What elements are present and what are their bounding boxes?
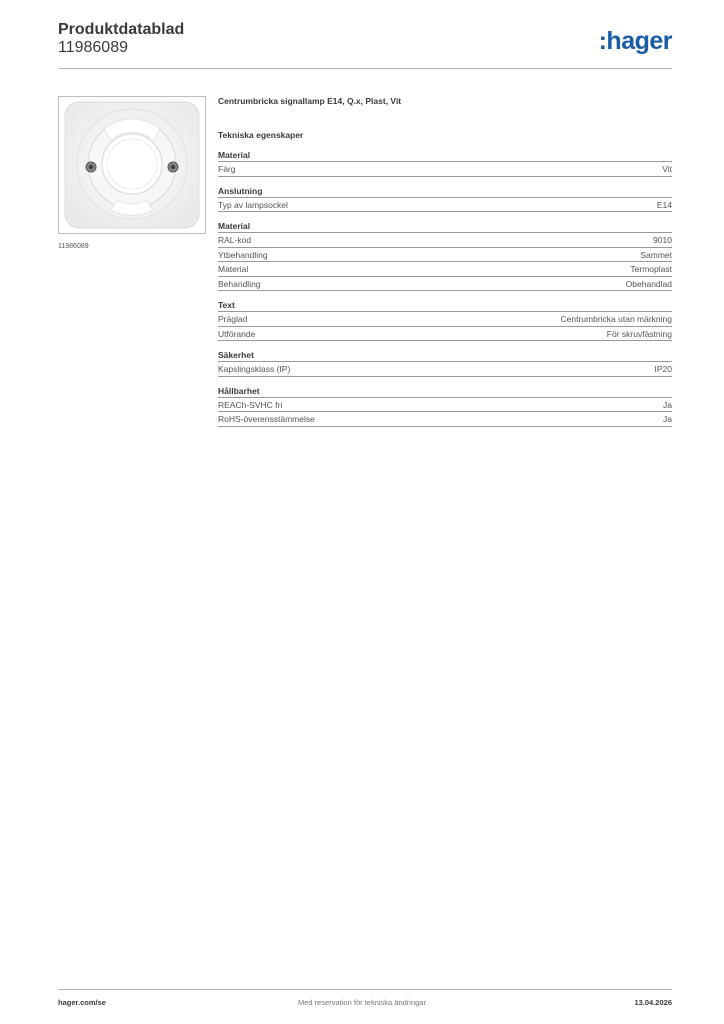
spec-value: Obehandlad	[625, 278, 672, 289]
spec-value: Vit	[662, 164, 672, 174]
spec-groups	[218, 149, 672, 427]
spec-label: Behandling	[218, 278, 261, 289]
spec-group	[218, 149, 672, 177]
product-photo	[59, 97, 205, 233]
spec-label: Utförande	[218, 328, 256, 339]
spec-value: IP20	[654, 364, 672, 374]
product-number: 11986089	[58, 39, 128, 56]
spec-group-title: Material	[218, 220, 672, 233]
spec-value: Sammet	[640, 249, 672, 260]
spec-label: Material	[218, 264, 249, 274]
spec-row	[218, 312, 672, 327]
spec-label: Präglad	[218, 314, 248, 324]
spec-group	[218, 185, 672, 213]
spec-row	[218, 412, 672, 427]
spec-group	[218, 299, 672, 341]
spec-row	[218, 198, 672, 213]
spec-group-title: Anslutning	[218, 185, 672, 198]
spec-row	[218, 248, 672, 263]
spec-group	[218, 385, 672, 427]
spec-group	[218, 220, 672, 291]
spec-row	[218, 162, 672, 177]
spec-group-title: Material	[218, 149, 672, 162]
spec-row	[218, 398, 672, 413]
spec-value: 9010	[653, 235, 672, 245]
specs-heading: Tekniska egenskaper	[218, 130, 304, 140]
spec-label: Kapslingsklass (IP)	[218, 364, 291, 374]
document-title: Produktdatablad	[58, 21, 185, 38]
footer-website-link[interactable]: hager.com/se	[58, 998, 106, 1007]
footer-date: 13.04.2026	[634, 998, 672, 1007]
technical-specifications	[218, 95, 672, 435]
spec-row	[218, 327, 672, 342]
spec-row	[218, 362, 672, 377]
spec-value: Centrumbricka utan märkning	[560, 314, 672, 324]
spec-label: RoHS-överensstämmelse	[218, 414, 315, 424]
spec-label: Färg	[218, 164, 236, 174]
header-divider	[58, 68, 672, 69]
spec-row	[218, 233, 672, 248]
spec-value: E14	[656, 199, 672, 210]
spec-group-title: Säkerhet	[218, 349, 672, 362]
spec-group	[218, 349, 672, 377]
spec-value: För skruvfästning	[606, 328, 672, 339]
hager-logo: :hager	[598, 27, 672, 55]
spec-value: Termoplast	[630, 264, 672, 274]
product-name: Centrumbricka signallamp E14, Q.x, Plast, Vit	[218, 96, 402, 106]
spec-label: Ytbehandling	[218, 249, 268, 260]
spec-label: RAL-kod	[218, 235, 252, 245]
spec-value: Ja	[663, 414, 672, 424]
spec-row	[218, 277, 672, 292]
spec-label: Typ av lampsockel	[218, 199, 288, 210]
spec-label: REACh-SVHC fri	[218, 399, 283, 410]
image-caption: 11986089	[58, 243, 89, 250]
spec-row	[218, 262, 672, 277]
footer-disclaimer: Med reservation för tekniska ändringar	[298, 998, 426, 1007]
spec-group-title: Text	[218, 299, 672, 312]
spec-group-title: Hållbarhet	[218, 385, 672, 398]
spec-value: Ja	[663, 399, 672, 410]
product-image	[58, 96, 206, 234]
footer-divider	[58, 989, 672, 990]
